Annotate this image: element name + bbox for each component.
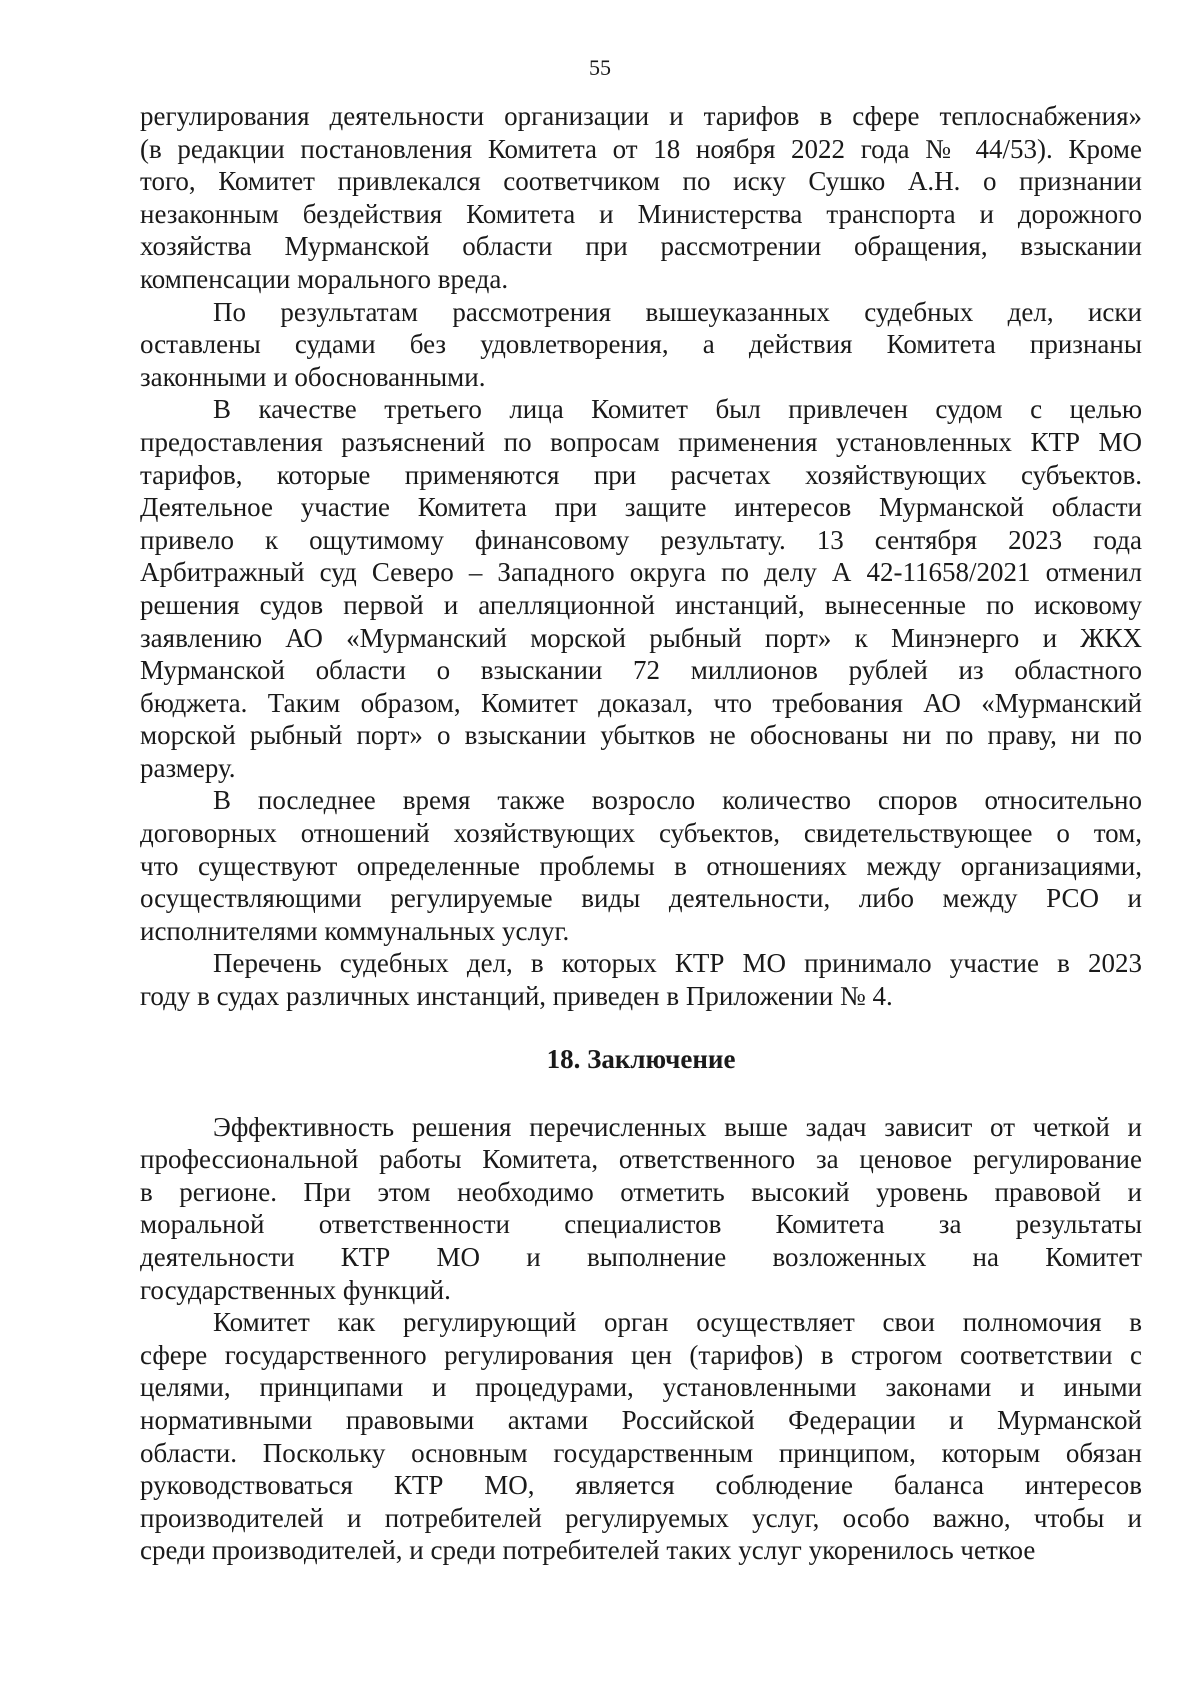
- paragraph-line: руководствоваться КТР МО, является соблюдение баланса интересов: [140, 1470, 1142, 1501]
- paragraphs-before-heading: [140, 100, 1142, 1013]
- paragraph-line: тарифов, которые применяются при расчетах хозяйствующих субъектов.: [140, 459, 1142, 490]
- paragraph-line: В последнее время также возросло количество споров относительно: [213, 785, 1142, 816]
- paragraph-line: В качестве третьего лица Комитет был привлечен судом с целью: [213, 394, 1142, 425]
- paragraph-line: профессиональной работы Комитета, ответственного за ценовое регулирование: [140, 1144, 1142, 1175]
- paragraph-line: компенсации морального вреда.: [140, 263, 509, 294]
- document-body: [140, 100, 1142, 1567]
- paragraph-line: Эффективность решения перечисленных выше задач зависит от четкой и: [213, 1111, 1142, 1142]
- paragraph-line: Деятельное участие Комитета при защите интересов Мурманской области: [140, 492, 1142, 523]
- paragraph-line: году в судах различных инстанций, приведен в Приложении № 4.: [140, 981, 893, 1012]
- paragraph-line: среди производителей, и среди потребителей таких услуг укоренилось четкое: [140, 1535, 1036, 1566]
- paragraph-line: регулирования деятельности организации и тарифов в сфере теплоснабжения»: [140, 101, 1142, 131]
- paragraph-line: бюджета. Таким образом, Комитет доказал, что требования АО «Мурманский: [140, 687, 1142, 718]
- paragraphs-after-heading: [140, 1111, 1142, 1567]
- paragraph-line: исполнителями коммунальных услуг.: [140, 915, 570, 946]
- section-heading: 18. Заключение: [546, 1043, 736, 1074]
- paragraph-line: что существуют определенные проблемы в отношениях между организациями,: [140, 850, 1142, 881]
- paragraph-line: нормативными правовыми актами Российской Федерации и Мурманской: [140, 1404, 1142, 1435]
- paragraph-line: Перечень судебных дел, в которых КТР МО принимало участие в 2023: [213, 948, 1142, 979]
- page-number: 55: [589, 55, 611, 80]
- paragraph-line: решения судов первой и апелляционной инстанций, вынесенные по исковому: [140, 589, 1142, 620]
- paragraph-line: моральной ответственности специалистов Комитета за результаты: [140, 1209, 1142, 1240]
- paragraph-line: целями, принципами и процедурами, установленными законами и иными: [140, 1372, 1142, 1403]
- paragraph-line: размеру.: [140, 752, 236, 783]
- paragraph-line: По результатам рассмотрения вышеуказанных судебных дел, иски: [213, 296, 1142, 327]
- paragraph-line: сфере государственного регулирования цен (тарифов) в строгом соответствии с: [140, 1339, 1142, 1370]
- paragraph-line: предоставления разъяснений по вопросам применения установленных КТР МО: [140, 426, 1142, 457]
- paragraph-line: оставлены судами без удовлетворения, а действия Комитета признаны: [140, 329, 1142, 360]
- paragraph-line: производителей и потребителей регулируемых услуг, особо важно, чтобы и: [140, 1502, 1142, 1533]
- paragraph-line: хозяйства Мурманской области при рассмотрении обращения, взыскании: [140, 231, 1142, 262]
- paragraph-line: в регионе. При этом необходимо отметить высокий уровень правовой и: [140, 1176, 1142, 1207]
- paragraph-line: договорных отношений хозяйствующих субъектов, свидетельствующее о том,: [140, 818, 1142, 849]
- paragraph-line: законными и обоснованными.: [140, 361, 486, 392]
- paragraph-line: незаконным бездействия Комитета и Министерства транспорта и дорожного: [140, 198, 1142, 229]
- paragraph-line: осуществляющими регулируемые виды деятельности, либо между РСО и: [140, 883, 1142, 914]
- paragraph-line: Арбитражный суд Северо – Западного округа по делу А 42-11658/2021 отменил: [140, 557, 1142, 588]
- paragraph-line: привело к ощутимому финансовому результату. 13 сентября 2023 года: [140, 524, 1142, 555]
- paragraph-line: Мурманской области о взыскании 72 миллионов рублей из областного: [140, 655, 1142, 686]
- paragraph-line: того, Комитет привлекался соответчиком по иску Сушко А.Н. о признании: [140, 166, 1142, 197]
- paragraph-line: Комитет как регулирующий орган осуществляет свои полномочия в: [213, 1307, 1142, 1338]
- paragraph-line: области. Поскольку основным государственным принципом, которым обязан: [140, 1437, 1142, 1468]
- paragraph-line: государственных функций.: [140, 1274, 451, 1305]
- paragraph-line: деятельности КТР МО и выполнение возложенных на Комитет: [140, 1242, 1142, 1272]
- paragraph-line: (в редакции постановления Комитета от 18 ноября 2022 года № 44/53). Кроме: [140, 133, 1142, 164]
- paragraph-line: заявлению АО «Мурманский морской рыбный порт» к Минэнерго и ЖКХ: [140, 622, 1142, 653]
- paragraph-line: морской рыбный порт» о взыскании убытков не обоснованы ни по праву, ни по: [140, 720, 1142, 751]
